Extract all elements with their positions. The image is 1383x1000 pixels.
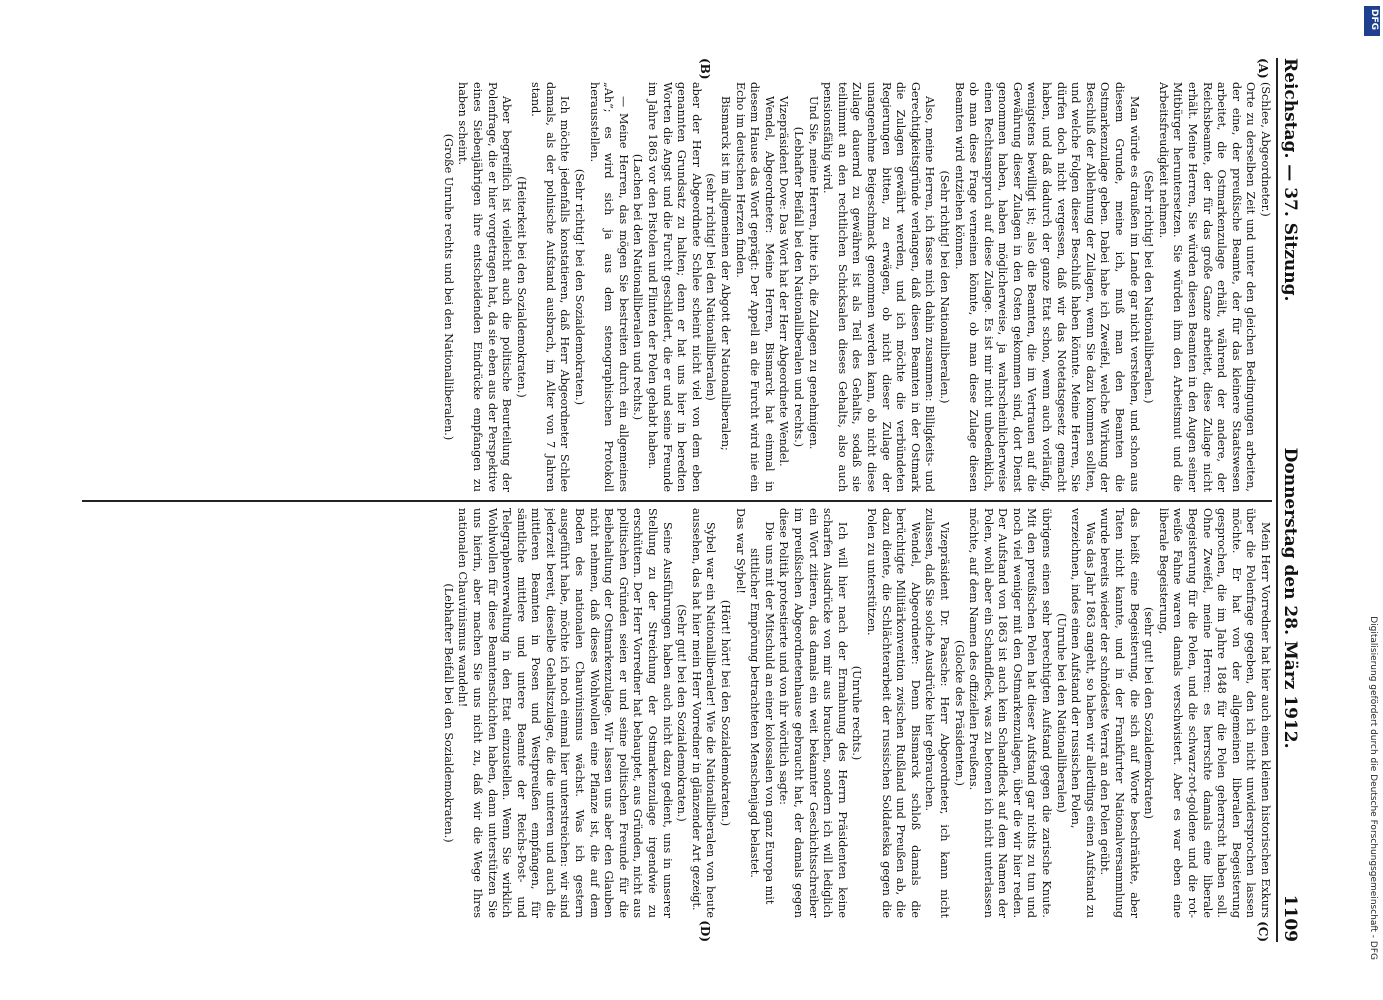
paragraph: übrigens einen sehr berechtigten Aufstand gegen die zarische Knute. Mit den preußischen Polen hat dieser Aufstand gar nichts zu tun und noch viel weniger mit den Ostmarkenzulagen, über die wir hier reden. Der Aufstand von 1863 ist auch kein Schandfleck auf dem Namen der Polen, wohl aber ein Schandfleck, was zu betonen ich nicht unterlassen möchte, auf dem Namen des offiziellen Preußens. [966, 508, 1053, 918]
interjection: (Große Unruhe rechts und bei den Nationalliberalen.) [441, 133, 455, 441]
paragraph: Das war Sybel! [733, 508, 747, 594]
interjection: (Unruhe rechts.) [849, 665, 863, 761]
paragraph: Wendel, Abgeordneter: Meine Herren, Bismarck hat einmal in diesem Hause das Wort geprägt: Der Appell an die Furcht wird nie ein Echo im deutschen Herzen finden. [733, 82, 776, 492]
column-divider [82, 500, 1272, 502]
paragraph: Aber begreiflich ist vielleicht auch die politische Beurteilung der Polenfrage, die er hier vorgetragen hat, da sie eben aus der Perspektive eines Siebenjährigen ihre entscheidenden Eindrücke empfangen zu haben scheint. [455, 82, 513, 492]
paragraph: — Meine Herren, das mögen Sie bestreiten durch ein allgemeines „Ah“; es wird sich ja aus dem stenographischen Protokoll herausstellen. [587, 82, 630, 492]
paragraph: Vizepräsident Dr. Paasche: Herr Abgeordneter, ich kann nicht zulassen, daß Sie solche Ausdrücke hier gebrauchen. [922, 508, 951, 918]
interjection: (Sehr richtig! bei den Nationalliberalen.) [1141, 170, 1155, 404]
margin-marker-b: (B) [697, 58, 712, 80]
interjection: (Hört! hört! bei den Sozialdemokraten.) [718, 599, 732, 827]
interjection: (Lachen bei den Nationalliberalen und rechts.) [630, 153, 644, 421]
paragraph: Orte zu derselben Zeit und unter den gleichen Bedingungen arbeiten, der eine, der preußische Beamte, der für das kleinere Staatswesen arbeitet, die Ostmarkenzulage erhält, während der andere, der Reichsbeamte, der für das große Ganze arbeitet, diese Zulage nicht erhält. Meine Herren, Sie würden diesen Beamten in den Augen seiner Mitbürger heruntersetzen. Sie würden ihm den Arbeitsmut und die Arbeitsfreudigkeit nehmen. [1156, 82, 1257, 492]
paragraph: Man würde es draußen im Lande gar nicht verstehen, und schon aus diesem Grunde, meine ich, muß man den Beamten die Ostmarkenzulage geben. Dabei habe ich Zweifel, welche Wirkung der Beschluß der Ablehnung der Zulagen, wenn Sie dazu kommen sollten, und welche Folgen dieser Beschluß haben könnte. Meine Herren, Sie dürfen doch nicht vergessen, daß wir das Notetatsgesetz gemacht haben, und daß dadurch der ganze Etat schon, wenn auch vorläufig, wenigstens bewilligt ist; also die Beamten, die im Vertrauen auf die Gewährung dieser Zulagen in den Osten gekommen sind, dort Dienst genommen haben, haben möglicherweise, ja wahrscheinlicherweise einen Rechtsanspruch auf diese Zulage. Es ist mir nicht unbedenklich, ob man diese Frage verneinen könnte, ob man diese Zulage diesen Beamten wird entziehen können. [952, 82, 1141, 492]
speaker-note: (Schlee, Abgeordneter.) [1258, 82, 1272, 217]
interjection: (Sehr richtig! bei den Sozialdemokraten.) [572, 168, 586, 406]
right-column [82, 508, 1272, 918]
speaker-intro: Wendel, Abgeordneter: Denn Bismarck schloß damals die berüchtigte Militärkonvention zwischen Rußland und Preußen ab, die dazu diente, die Schlächterarbeit der russischen Soldateska gegen die Polen zu unterstützen. [864, 508, 922, 918]
interjection: (Unruhe bei den Nationalliberalen) [1054, 613, 1068, 813]
margin-marker-d: (D) [697, 920, 712, 942]
paragraph: Was das Jahr 1863 angeht, so haben wir allerdings einen Aufstand zu verzeichnen, indes einen Aufstand der russischen Polen, [1068, 508, 1097, 918]
interjection: (Glocke des Präsidenten.) [952, 639, 966, 786]
interjection: (sehr richtig! bei den Nationalliberalen) [703, 173, 717, 401]
header-left: Reichstag. — 37. Sitzung. [1279, 58, 1300, 302]
page-header [1280, 58, 1306, 942]
paragraph: aber der Herr Abgeordnete Schlee scheint nicht viel von dem eben genannten Grundsatz zu halten; denn er hat uns hier in beredten Worten die Angst und die Furcht geschildert, die er und seine Freunde im Jahre 1863 vor den Pistolen und Flinten der Polen gehabt haben. [645, 82, 703, 492]
dfg-logo [1364, 6, 1380, 36]
header-date: Donnerstag den 28. März 1912. [1279, 447, 1300, 749]
digitization-note [1365, 40, 1379, 960]
margin-marker-a: (A) [1255, 58, 1270, 79]
speaker-intro: Vizepräsident Dove: Das Wort hat der Herr Abgeordnete Wendel. [776, 96, 790, 467]
text-columns [82, 58, 1272, 942]
page-number: 1109 [1279, 894, 1300, 942]
paragraph: Also, meine Herren, ich fasse mich dahin zusammen: Billigkeits- und Gerechtigkeitsgründe verlangen, daß diesen Beamten in der Ostmark die Zulagen gewährt werden, und ich möchte die verbündeten Regierungen bitten, zu erwägen, ob nicht dieser Zulage der unangenehme Beigeschmack genommen werden kann, ob nicht diese Zulage dauernd zu gewähren ist als Teil des Gehalts, sodaß sie teilnimmt an den rechtlichen Schicksalen dieses Gehalts, also auch pensionsfähig wird. [820, 82, 936, 492]
paragraph: Und Sie, meine Herren, bitte ich, die Zulagen zu genehmigen. [806, 96, 820, 450]
interjection: (sehr gut! bei den Sozialdemokraten) [1141, 607, 1155, 819]
header-rule [1276, 58, 1278, 942]
document-page [72, 40, 1312, 960]
paragraph: Bismarck ist im allgemeinen der Abgott der Nationalliberalen; [718, 96, 732, 451]
paragraph: Sybel war ein Nationalliberaler! Wie die Nationalliberalen von heute aussehen, das hat hier mein Herr Vorredner in glänzender Art gezeigt. [689, 508, 717, 918]
paragraph: das heißt eine Begeisterung, die sich auf Worte beschränkte, aber Taten nicht kannte, und in der Frankfurter Nationalversammlung wurde bereits wieder der schnödeste Verrat an den Polen geübt. [1097, 508, 1141, 918]
interjection: (Lebhafter Beifall bei den Nationalliberalen und rechts.) [791, 126, 805, 448]
left-column [82, 82, 1272, 492]
paragraph: Ich will hier nach der Ermahnung des Herrn Präsidenten keine scharfen Ausdrücke von mir aus brauchen, sondern ich will lediglich ein Wort zitieren, das damals ein weit bekannter Geschichtsschreiber im preußischen Abgeordnetenhause gebraucht hat, der damals gegen diese Politik protestierte und von ihr wörtlich sagte: [776, 508, 849, 918]
paragraph: Mein Herr Vorredner hat hier auch einen kleinen historischen Exkurs über die Polenfrage gegeben, den ich nicht unwidersprochen lassen möchte. Er hat von der allgemeinen liberalen Begeisterung gesprochen, die im Jahre 1848 für die Polen geherrscht haben soll. Ohne Zweifel, meine Herren: es herrschte damals eine liberale Begeisterung für die Polen, und die schwarz-rot-goldene und die rot-weiße Fahne waren damals verschwistert. Aber es war eben eine liberale Begeisterung, [1156, 508, 1272, 918]
interjection: (Sehr gut! bei den Sozialdemokraten.) [674, 604, 688, 822]
quotation: Die uns mit der Mitschuld an einer kolossalen von ganz Europa mit sittlicher Empörung betrachteten Menschenjagd belastet. [747, 521, 776, 905]
interjection: (Lebhafter Beifall bei den Sozialdemokraten.) [441, 583, 455, 843]
digitization-note-text: Digitalisierung gefördert durch die Deutsche Forschungsgemeinschaft - DFG [1368, 616, 1378, 960]
dfg-logo-text: DFG [1369, 9, 1379, 31]
paragraph: Ich möchte jedenfalls konstatieren, daß Herr Abgeordneter Schlee damals, als der polnische Aufstand ausbrach, im Alter von 7 Jahren stand. [528, 82, 571, 492]
interjection: (Sehr richtig! bei den Nationalliberalen.) [937, 170, 951, 404]
interjection: (Heiterkeit bei den Sozialdemokraten.) [514, 176, 528, 398]
paragraph: Seine Ausführungen haben auch nicht dazu gedient, uns in unserer Stellung zu der Streichung der Ostmarkenzulage irgendwie zu erschüttern. Der Herr Vorredner hat behauptet, aus Gründen, nicht aus politischen Gründen seien er und seine politischen Freunde für die Beibehaltung der Ostmarkenzulage. Wir lassen uns aber den Glauben nicht nehmen, daß dieses Wohlwollen eine Pflanze ist, die auf dem Boden des nationalen Chauvinismus wächst. Was ich gestern ausgeführt habe, möchte ich noch einmal hier unterstreichen: wir sind jederzeit bereit, dieselbe Gehaltszulage, die die unteren und auch die mittleren Beamten in Posen und Westpreußen empfangen, für sämtliche mittlere und untere Beamte der Reichs-Post- und Telegraphenverwaltung in den Etat einzustellen. Wenn Sie wirklich Wohlwollen für diese Beamtenschichten haben, dann unterstützen Sie uns hierin, aber machen Sie uns nicht zu, daß wir die Wege Ihres nationalen Chauvinismus wandeln! [455, 508, 674, 918]
margin-marker-c: (C) [1255, 921, 1270, 942]
